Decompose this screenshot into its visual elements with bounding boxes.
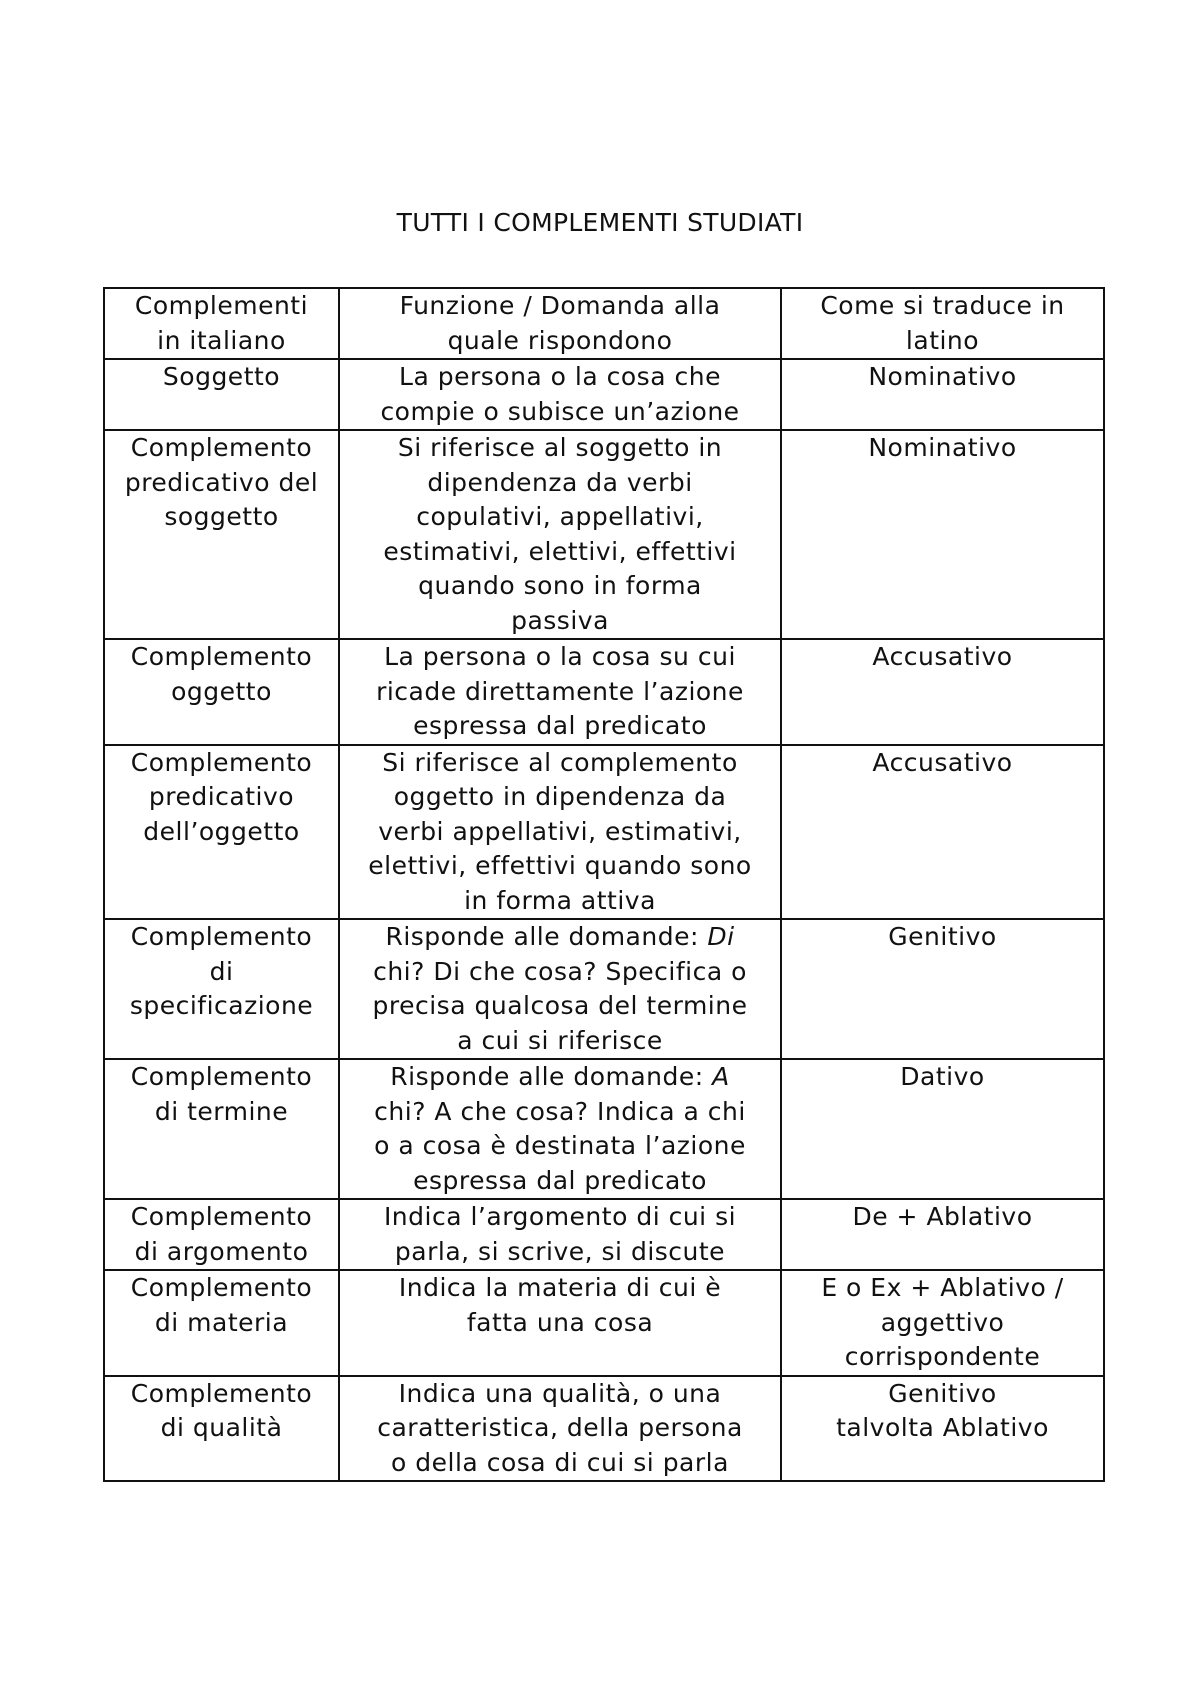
latin-case-cell <box>781 919 1104 1059</box>
cell-text-line: Funzione / Domanda alla <box>399 291 721 320</box>
cell-text-line: Risponde alle domande: Di <box>385 922 735 951</box>
function-cell <box>339 745 781 920</box>
cell-text-line: Risponde alle domande: A <box>390 1062 730 1091</box>
cell-text-line: Come si traduce in <box>820 291 1065 320</box>
latin-case-cell <box>781 359 1104 430</box>
cell-text-line: dipendenza da verbi <box>427 467 693 497</box>
cell-text-line: Complemento <box>130 642 313 671</box>
italian-term-cell <box>104 1270 339 1376</box>
cell-text-line: Complemento <box>130 1378 313 1408</box>
italian-term-cell <box>104 919 339 1059</box>
cell-text-line: Accusativo <box>872 642 1013 671</box>
cell-text-line: Complemento <box>130 1273 313 1302</box>
table-row <box>104 1059 1104 1199</box>
cell-text-line: precisa qualcosa del termine <box>372 991 748 1020</box>
cell-text-line: E o Ex + Ablativo / <box>821 1273 1064 1302</box>
italian-term-cell <box>104 1376 339 1482</box>
cell-text-line: predicativo del <box>124 467 319 497</box>
function-cell <box>339 1059 781 1199</box>
cell-text-line: dell’oggetto <box>143 816 300 846</box>
table-body <box>104 288 1104 1481</box>
table-row <box>104 1199 1104 1270</box>
cell-text-line: predicativo <box>148 782 295 811</box>
cell-text-line: in forma attiva <box>464 885 656 915</box>
italian-term-cell <box>104 359 339 430</box>
cell-text-line: specificazione <box>129 991 314 1020</box>
cell-text-line: verbi appellativi, estimativi, <box>378 816 742 846</box>
italian-term-cell <box>104 1059 339 1199</box>
table-row <box>104 919 1104 1059</box>
cell-text-line: Dativo <box>900 1062 985 1091</box>
cell-text-line: chi? A che cosa? Indica a chi <box>374 1096 746 1126</box>
cell-text-line: Soggetto <box>162 362 281 391</box>
italian-term-cell <box>104 430 339 639</box>
cell-text-line: Complementi <box>134 291 309 320</box>
italian-term-cell <box>104 745 339 920</box>
cell-text-line: di qualità <box>160 1413 283 1442</box>
function-cell <box>339 1270 781 1376</box>
table-row <box>104 1270 1104 1376</box>
table-row <box>104 359 1104 430</box>
cell-text-line: corrispondente <box>844 1342 1041 1371</box>
cell-text-line: o della cosa di cui si parla <box>391 1447 729 1477</box>
cell-text-line: soggetto <box>164 502 279 531</box>
cell-text-line: a cui si riferisce <box>457 1025 663 1055</box>
cell-text-line: Nominativo <box>868 362 1017 391</box>
table-row <box>104 1376 1104 1482</box>
cell-text-line: talvolta Ablativo <box>836 1413 1049 1442</box>
italian-term-cell <box>104 639 339 745</box>
latin-case-cell <box>781 639 1104 745</box>
cell-text-line: De + Ablativo <box>852 1202 1033 1231</box>
document-title: TUTTI I COMPLEMENTI STUDIATI <box>396 208 804 237</box>
cell-text-line: o a cosa è destinata l’azione <box>374 1131 746 1160</box>
cell-text-line: chi? Di che cosa? Specifica o <box>373 956 747 986</box>
cell-text-line: La persona o la cosa su cui <box>384 642 736 671</box>
cell-text-line: Genitivo <box>888 922 997 951</box>
cell-text-line: parla, si scrive, si discute <box>394 1236 726 1266</box>
cell-text-line: Nominativo <box>868 433 1017 462</box>
function-cell <box>339 430 781 639</box>
cell-text-line: Complemento <box>130 747 313 777</box>
function-cell <box>339 359 781 430</box>
cell-text-line: Complemento <box>130 1202 313 1231</box>
function-cell <box>339 639 781 745</box>
cell-text-line: Genitivo <box>888 1378 997 1408</box>
cell-text-line: copulativi, appellativi, <box>416 502 704 531</box>
cell-text-line: oggetto in dipendenza da <box>393 782 727 811</box>
table-row <box>104 745 1104 920</box>
cell-text-line: di termine <box>154 1096 289 1126</box>
column-header <box>781 288 1104 359</box>
table-row <box>104 639 1104 745</box>
latin-case-cell <box>781 745 1104 920</box>
cell-text-line: ricade direttamente l’azione <box>376 676 744 706</box>
table-header-row <box>104 288 1104 359</box>
cell-text-line: Complemento <box>130 433 313 462</box>
complements-table <box>103 287 1105 1482</box>
cell-text-line: latino <box>905 325 980 355</box>
cell-text-line: fatta una cosa <box>466 1307 654 1337</box>
cell-text-line: Complemento <box>130 922 313 951</box>
cell-text-line: passiva <box>511 605 609 635</box>
cell-text-line: Si riferisce al soggetto in <box>397 433 723 462</box>
column-header <box>339 288 781 359</box>
cell-text-line: di argomento <box>134 1236 309 1266</box>
cell-text-line: di materia <box>154 1307 289 1337</box>
cell-text-line: estimativi, elettivi, effettivi <box>383 536 737 566</box>
latin-case-cell <box>781 1059 1104 1199</box>
italian-term-cell <box>104 1199 339 1270</box>
cell-text-line: aggettivo <box>880 1307 1005 1337</box>
cell-text-line: in italiano <box>157 325 286 355</box>
latin-case-cell <box>781 430 1104 639</box>
latin-case-cell <box>781 1199 1104 1270</box>
cell-text-line: oggetto <box>171 676 272 706</box>
cell-text-line: caratteristica, della persona <box>377 1413 743 1442</box>
column-header <box>104 288 339 359</box>
cell-text-line: quale rispondono <box>447 325 673 355</box>
cell-text-line: di <box>209 956 234 986</box>
function-cell <box>339 919 781 1059</box>
cell-text-line: compie o subisce un’azione <box>380 396 740 426</box>
function-cell <box>339 1199 781 1270</box>
cell-text-line: Si riferisce al complemento <box>382 747 738 777</box>
cell-text-line: Indica la materia di cui è <box>398 1273 722 1302</box>
cell-text-line: espressa dal predicato <box>413 1165 707 1195</box>
latin-case-cell <box>781 1376 1104 1482</box>
cell-text-line: La persona o la cosa che <box>399 362 721 391</box>
cell-text-line: Complemento <box>130 1062 313 1091</box>
cell-text-line: quando sono in forma <box>418 571 702 600</box>
table-row <box>104 430 1104 639</box>
cell-text-line: Accusativo <box>872 747 1013 777</box>
latin-case-cell <box>781 1270 1104 1376</box>
function-cell <box>339 1376 781 1482</box>
cell-text-line: Indica una qualità, o una <box>398 1378 722 1408</box>
cell-text-line: espressa dal predicato <box>413 711 707 740</box>
cell-text-line: elettivi, effettivi quando sono <box>368 851 752 880</box>
cell-text-line: Indica l’argomento di cui si <box>383 1202 737 1231</box>
